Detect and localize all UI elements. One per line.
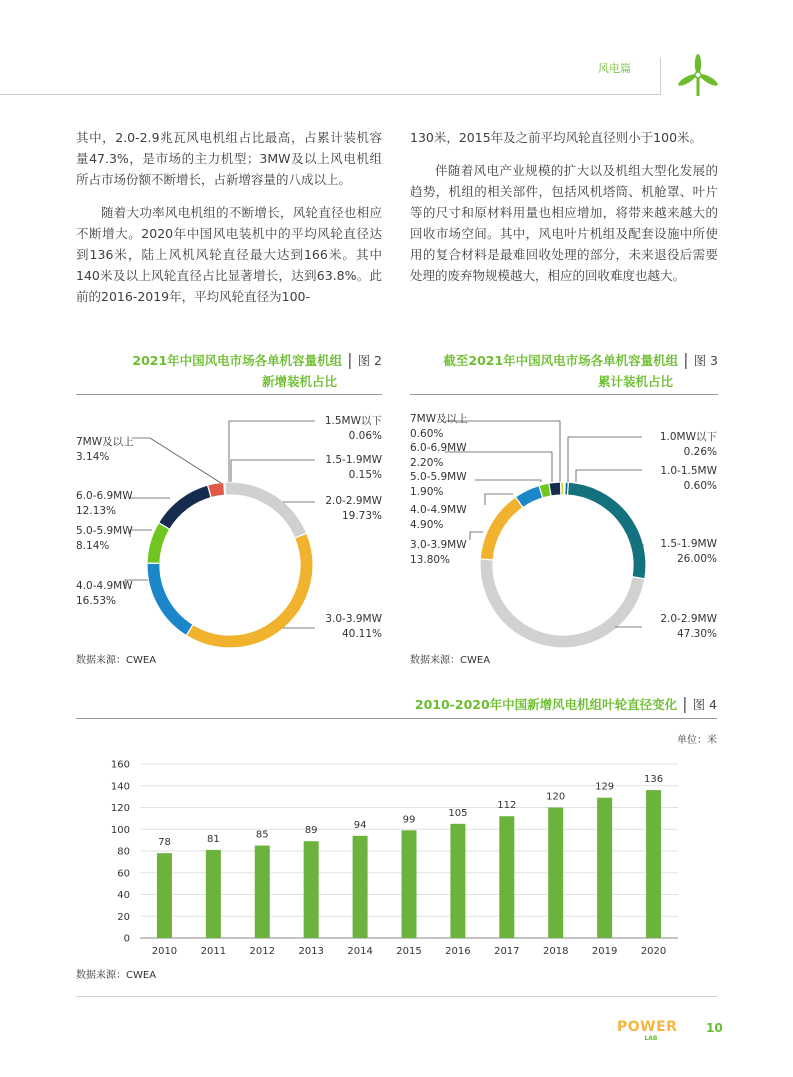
logo-sub: LAB — [644, 1035, 658, 1042]
figure3-title-line1: 截至2021年中国风电市场各单机容量机组 — [443, 353, 679, 368]
donut-slice — [549, 482, 561, 496]
x-tick-label: 2012 — [249, 946, 275, 957]
fig2-label-8 — [76, 435, 134, 465]
bar — [353, 836, 368, 938]
value-label: 8.14% — [76, 540, 110, 552]
x-tick-label: 2014 — [347, 946, 373, 957]
y-tick-label: 20 — [117, 911, 130, 923]
fig3-label-4 — [645, 612, 717, 642]
value-label: 13.80% — [410, 554, 451, 566]
bar — [646, 790, 661, 938]
fig3-label-6 — [410, 503, 467, 533]
y-tick-label: 160 — [110, 759, 130, 771]
fig2-label-3 — [318, 494, 382, 524]
fig3-label-3 — [645, 537, 717, 567]
leader-line — [475, 480, 541, 482]
value-label: 4.90% — [410, 519, 444, 531]
figure2-title-line1: 2021年中国风电市场各单机容量机组 — [132, 353, 343, 368]
fig2-label-7 — [76, 489, 133, 519]
category-label: 4.0-4.9MW — [410, 504, 467, 516]
bar-value-label: 120 — [546, 791, 566, 803]
bar — [304, 841, 319, 938]
bar-value-label: 99 — [402, 814, 416, 826]
x-tick-label: 2010 — [151, 946, 178, 957]
y-tick-label: 120 — [110, 803, 130, 814]
x-tick-label: 2011 — [200, 946, 227, 957]
bar-value-label: 136 — [643, 774, 664, 786]
donut-slice — [480, 497, 523, 560]
bar — [157, 853, 172, 938]
category-label: 1.0-1.5MW — [660, 465, 717, 477]
x-tick-label: 2016 — [445, 946, 471, 957]
category-label: 3.0-3.9MW — [325, 613, 382, 625]
figure4-number: 图 4 — [692, 697, 717, 712]
bar — [255, 846, 270, 938]
category-label: 1.5-1.9MW — [660, 538, 717, 550]
paragraph: 130米，2015年及之前平均风轮直径则小于100米。 — [410, 130, 703, 145]
category-label: 3.0-3.9MW — [410, 539, 467, 551]
logo-wordmark: POWER — [617, 1019, 678, 1035]
category-label: 5.0-5.9MW — [410, 471, 467, 483]
x-tick-label: 2015 — [396, 946, 422, 957]
bar-value-label: 112 — [497, 800, 517, 812]
value-label: 1.90% — [410, 486, 444, 498]
category-label: 7MW及以上 — [410, 413, 468, 425]
figure4-rule — [76, 718, 717, 719]
value-label: 47.30% — [676, 628, 717, 640]
paragraph: 伴随着风电产业规模的扩大以及机组大型化发展的趋势，机组的相关部件，包括风机塔筒、机舱罩、叶片等的尺寸和原材料用量也相应增加，将带来越来越大的回收市场空间。其中，风电叶片机组及配套设施中所使用的复合材料是最难回收处理的部分，未来退役后需要处理的废弃物规模越大，相应的回收难度也越大。 — [410, 163, 718, 283]
bar — [597, 798, 612, 938]
category-label: 6.0-6.9MW — [410, 442, 467, 454]
fig2-label-5 — [76, 579, 133, 609]
fig3-label-8 — [410, 441, 467, 471]
y-tick-label: 40 — [117, 890, 130, 901]
value-label: 16.53% — [76, 595, 117, 607]
bar — [450, 824, 465, 938]
value-label: 2.20% — [410, 457, 444, 469]
x-tick-label: 2017 — [494, 946, 520, 957]
y-tick-label: 60 — [117, 868, 130, 880]
fig3-label-9 — [410, 412, 468, 442]
bar — [206, 850, 221, 938]
figure2-title: 2021年中国风电市场各单机容量机组 | 图 2 新增装机占比 — [132, 350, 382, 389]
category-label: 6.0-6.9MW — [76, 490, 133, 502]
page-number: 10 — [706, 1021, 723, 1035]
value-label: 0.60% — [683, 480, 717, 492]
fig2-label-1 — [318, 414, 382, 444]
y-tick-label: 80 — [117, 846, 130, 858]
leader-line — [568, 437, 642, 482]
donut-slice — [480, 559, 645, 648]
value-label: 26.00% — [676, 553, 717, 565]
leader-line — [576, 470, 642, 482]
figure3-source: 数据来源：CWEA — [410, 655, 491, 666]
donut-slice — [568, 482, 646, 579]
value-label: 12.13% — [76, 505, 117, 517]
paragraph: 其中，2.0-2.9兆瓦风电机组占比最高，占累计装机容量47.3%，是市场的主力机型；3MW及以上风电机组所占市场份额不断增长，占新增容量的八成以上。 — [76, 130, 382, 187]
figure2-title-line2: 新增装机占比 — [261, 374, 337, 389]
fig3-label-5 — [410, 538, 467, 568]
category-label: 1.5-1.9MW — [325, 454, 382, 466]
bar-value-label: 105 — [448, 807, 468, 819]
category-label: 1.5MW以下 — [324, 415, 382, 427]
value-label: 0.60% — [410, 428, 444, 440]
category-label: 7MW及以上 — [76, 436, 134, 448]
category-label: 2.0-2.9MW — [325, 495, 382, 507]
category-label: 5.0-5.9MW — [76, 525, 133, 537]
x-tick-label: 2020 — [640, 946, 667, 957]
section-label: 风电篇 — [598, 62, 631, 75]
y-tick-label: 100 — [110, 824, 130, 836]
x-tick-label: 2019 — [591, 946, 618, 957]
fig3-label-1 — [645, 430, 717, 460]
category-label: 2.0-2.9MW — [660, 613, 717, 625]
figure3-title-line2: 累计装机占比 — [597, 374, 673, 389]
value-label: 40.11% — [341, 628, 382, 640]
y-tick-label: 140 — [110, 781, 130, 793]
fig2-label-6 — [76, 524, 133, 554]
x-tick-label: 2013 — [298, 946, 324, 957]
value-label: 0.26% — [683, 446, 717, 458]
donut-slice — [561, 482, 564, 495]
figure4-unit: 单位：米 — [677, 735, 717, 746]
figure4-title: 2010-2020年中国新增风电机组叶轮直径变化 | 图 4 — [414, 694, 717, 713]
figure2-source: 数据来源：CWEA — [76, 655, 157, 666]
bar — [499, 816, 514, 938]
bar-value-label: 129 — [595, 781, 615, 793]
bar-value-label: 81 — [206, 833, 220, 845]
power-lab-logo — [617, 1019, 685, 1047]
bar-value-label: 94 — [353, 819, 367, 831]
bar — [548, 808, 563, 939]
paragraph: 随着大功率风电机组的不断增长，风轮直径也相应不断增大。2020年中国风电装机中的平均风轮直径达到136米，陆上风机风轮直径最大达到166米。其中140米及以上风轮直径占比显著增长，达到63.8%。此前的2016-2019年，平均风轮直径为100- — [76, 205, 382, 304]
fig2-label-2 — [318, 453, 382, 483]
bar-value-label: 85 — [255, 829, 269, 841]
figure2-number: 图 2 — [357, 353, 382, 368]
figure3-number: 图 3 — [693, 353, 718, 368]
value-label: 3.14% — [76, 451, 110, 463]
x-tick-label: 2018 — [543, 946, 569, 957]
figure4-source: 数据来源：CWEA — [76, 970, 157, 981]
category-label: 4.0-4.9MW — [76, 580, 133, 592]
y-tick-label: 0 — [123, 933, 130, 945]
fig3-label-7 — [410, 470, 467, 500]
figure4-title-text: 2010-2020年中国新增风电机组叶轮直径变化 — [414, 697, 678, 712]
category-label: 1.0MW以下 — [659, 431, 717, 443]
bar-value-label: 89 — [304, 825, 318, 837]
figure3-title: 截至2021年中国风电市场各单机容量机组 | 图 3 累计装机占比 — [443, 350, 718, 389]
bar-value-label: 78 — [158, 837, 171, 849]
value-label: 19.73% — [341, 510, 382, 522]
value-label: 0.15% — [348, 469, 382, 481]
leader-line — [470, 532, 483, 540]
figure4-bar-chart — [0, 740, 793, 970]
fig2-label-4 — [318, 612, 382, 642]
bar — [402, 830, 417, 938]
value-label: 0.06% — [348, 430, 382, 442]
fig3-label-2 — [645, 464, 717, 494]
footer-rule — [76, 996, 717, 997]
